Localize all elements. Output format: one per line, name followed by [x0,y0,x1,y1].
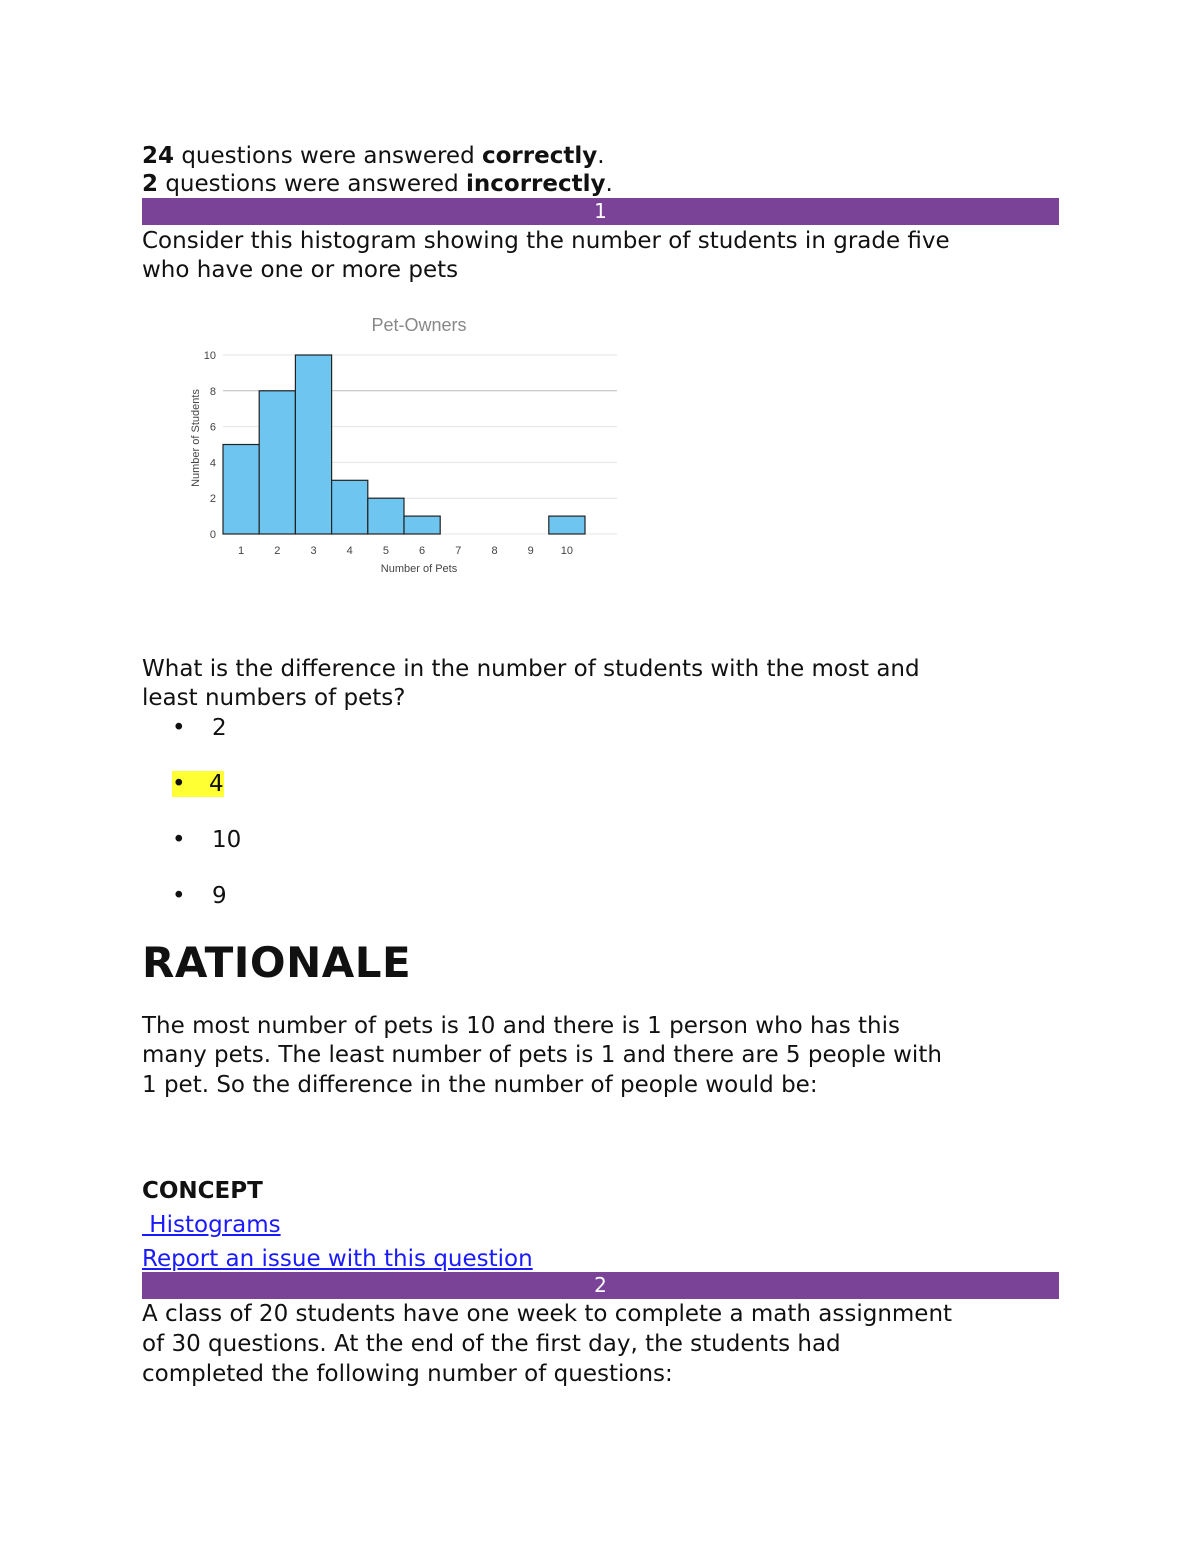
chart-y-axis-label: Number of Students [190,389,202,487]
q1-prompt-line-2: who have one or more pets [142,257,459,283]
question-number: 1 [594,199,607,223]
x-tick-label: 4 [346,545,353,557]
concept-histograms-link[interactable]: Histograms [142,1212,281,1238]
bullet: • [172,771,186,797]
summary-correct [142,142,605,171]
bullet: • [172,715,186,741]
x-tick-label: 7 [455,545,462,557]
y-tick-label: 10 [203,350,216,362]
histogram-bar-2 [259,391,295,534]
selected-highlight [172,771,224,797]
bullet: • [172,827,186,853]
histogram-bar-5 [368,498,404,534]
answer-option-2-selected[interactable] [172,770,224,799]
q2-prompt-line-3: completed the following number of questions: [142,1361,673,1387]
q2-prompt-line-2: of 30 questions. At the end of the first day, the students had [142,1331,841,1357]
option-label: 9 [212,883,227,909]
period: . [605,171,613,197]
y-tick-label: 2 [209,493,216,506]
summary-incorrect [142,170,613,199]
rationale-line-2: many pets. The least number of pets is 1 and there are 5 people with [142,1042,942,1068]
chart-title: Pet-Owners [371,315,467,335]
histogram-bar-1 [223,445,259,535]
y-tick-label: 6 [209,421,216,434]
histogram-bar-10 [549,516,585,534]
x-tick-label: 2 [274,545,281,557]
incorrect-text: questions were answered [158,171,466,197]
y-tick-label: 8 [209,385,216,398]
incorrect-count: 2 [142,171,159,197]
pet-owners-histogram [180,305,630,585]
chart-x-axis-label: Number of Pets [380,563,458,575]
histogram-bar-4 [332,480,368,534]
y-tick-label: 0 [209,529,216,541]
q1-prompt-line-1: Consider this histogram showing the number of students in grade five [142,228,950,254]
correct-count: 24 [142,143,175,169]
question-number: 2 [594,1273,607,1297]
x-tick-label: 3 [310,545,317,557]
report-issue-link[interactable]: Report an issue with this question [142,1246,533,1272]
x-tick-label: 5 [382,545,389,557]
answer-option-3[interactable] [172,826,241,855]
question-1-header [142,198,1059,225]
option-label: 2 [212,715,227,741]
x-tick-label: 8 [491,545,498,557]
x-tick-label: 6 [419,545,426,557]
period: . [597,143,605,169]
option-label: 4 [209,771,224,797]
concept-label: CONCEPT [142,1178,263,1204]
bullet: • [172,883,186,909]
answer-option-1[interactable] [172,714,227,743]
y-tick-label: 4 [209,457,216,470]
correct-word: correctly [482,143,598,169]
correct-text: questions were answered [174,143,482,169]
x-tick-label: 10 [560,545,574,557]
histogram-bar-3 [295,355,331,534]
q1-question-line-2: least numbers of pets? [142,685,406,711]
q2-prompt-line-1: A class of 20 students have one week to complete a math assignment [142,1301,953,1327]
option-label: 10 [212,827,242,853]
x-tick-label: 1 [238,545,245,557]
incorrect-word: incorrectly [466,171,606,197]
answer-option-4[interactable] [172,882,227,911]
rationale-heading: RATIONALE [142,938,412,987]
rationale-line-1: The most number of pets is 10 and there is 1 person who has this [142,1013,900,1039]
x-tick-label: 9 [527,545,534,557]
histogram-bar-6 [404,516,440,534]
histogram-svg [180,305,630,585]
q1-question-line-1: What is the difference in the number of students with the most and [142,656,920,682]
rationale-line-3: 1 pet. So the difference in the number of people would be: [142,1072,818,1098]
question-2-header [142,1272,1059,1299]
